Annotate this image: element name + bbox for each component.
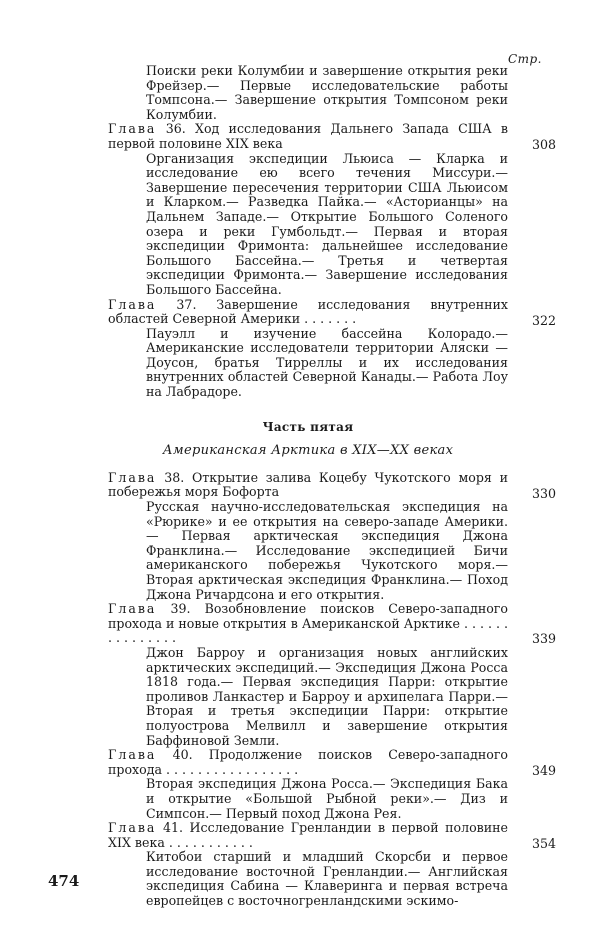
toc-entry-chapter-39	[108, 601, 556, 748]
chapter-description: Вторая экспедиция Джона Росса.— Экспедиция Бака и открытие «Большой Рыбной реки».— Диз и Симпсон.— Первый поход Джона Рея.	[146, 776, 508, 821]
chapter-label: Глава	[108, 747, 157, 763]
part-title: Часть пятая	[262, 419, 354, 434]
chapter-title: 39. Возобновление поисков Северо-западного прохода и новые открытия в Американской Арктике . . . . . . . . . . . . . . .	[108, 601, 508, 646]
chapter-description: Пауэлл и изучение бассейна Колорадо.— Американские исследователи территории Аляски — Доусон, братья Тирреллы и их исследования внутренних областей Северной Канады.— Работа Лоу на Лабрадоре.	[146, 325, 508, 400]
page-column-label: Стр.	[507, 52, 542, 66]
chapter-heading	[108, 748, 508, 777]
chapter-description: Китобои старший и младший Скорсби и первое исследование восточной Гренландии.— Английская экспедиция Сабина — Клаверинга и первая встреча европейцев с восточногренландскими эскимо-	[146, 849, 508, 909]
chapter-title: 37. Завершение исследования внутренних областей Северной Америки . . . . . . .	[108, 296, 508, 327]
chapter-heading	[108, 602, 508, 646]
chapter-description: Джон Барроу и организация новых английских арктических экспедиций.— Экспедиция Джона Росса 1818 года.— Первая экспедиция Парри: открытие проливов Ланкастер и Барроу и архипелага Парри.— Вторая и третья экспедиции Парри: открытие полуострова Мелвилл и завершение открытия Баффиновой Земли.	[146, 644, 508, 748]
chapter-label: Глава	[108, 469, 157, 485]
chapter-heading	[108, 122, 508, 151]
toc-entry-chapter-40	[108, 747, 556, 821]
chapter-title: 41. Исследование Гренландии в первой половине XIX века . . . . . . . . . . .	[108, 820, 508, 850]
chapter-title: 36. Ход исследования Дальнего Запада США в первой половине XIX века	[108, 121, 508, 151]
chapter-label: Глава	[108, 601, 157, 617]
chapter-label: Глава	[108, 121, 157, 137]
chapter-page-number: 308	[531, 137, 556, 153]
toc-entry-chapter-38	[108, 469, 556, 602]
chapter-heading	[108, 471, 508, 500]
part-subtitle: Американская Арктика в XIX—XX веках	[162, 443, 454, 459]
toc-entry-chapter-36	[108, 121, 556, 297]
toc-entry-chapter-41	[108, 820, 556, 909]
page-folio-number: 474	[48, 872, 80, 890]
chapter-description: Организация экспедиции Льюиса — Кларка и исследование ею всего течения Миссури.— Завершение пересечения территории США Льюисом и Кларком.— Разведка Пайка.— «Асторианцы» на Дальнем Западе.— Открытие Большого Соленого озера и реки Гумбольдт.— Первая и вторая экспедиции Фримонта: дальнейшее исследование Большого Бассейна.— Третья и четвертая экспедиции Фримонта.— Завершение исследования Большого Бассейна.	[146, 150, 508, 297]
chapter-label: Глава	[108, 296, 157, 312]
chapter-label: Глава	[108, 820, 157, 836]
chapter-title: 38. Открытие залива Коцебу Чукотского моря и побережья моря Бофорта	[108, 469, 508, 500]
chapter-title: 40. Продолжение поисков Северо-западного прохода . . . . . . . . . . . . . . . . .	[108, 747, 508, 777]
chapter-page-number: 322	[531, 312, 556, 328]
chapter-page-number: 354	[531, 836, 556, 852]
chapter-heading	[108, 298, 508, 327]
continuation-text: Поиски реки Колумбии и завершение открытия реки Фрейзер.— Первые исследовательские работы Томпсона.— Завершение открытия Томпсоном реки Колумбии.	[146, 63, 508, 122]
toc-content	[108, 63, 556, 909]
chapter-heading	[108, 821, 508, 850]
chapter-page-number: 349	[531, 763, 556, 779]
chapter-description: Русская научно-исследовательская экспедиция на «Рюрике» и ее открытия на северо-западе Америки.— Первая арктическая экспедиция Джона Франклина.— Исследование экспедицией Бичи американского побережья Чукотского моря.— Вторая арктическая экспедиция Франклина.— Поход Джона Ричардсона и его открытия.	[146, 499, 508, 602]
chapter-page-number: 339	[531, 631, 556, 647]
chapter-page-number: 330	[531, 485, 556, 501]
toc-entry-chapter-37	[108, 296, 556, 400]
